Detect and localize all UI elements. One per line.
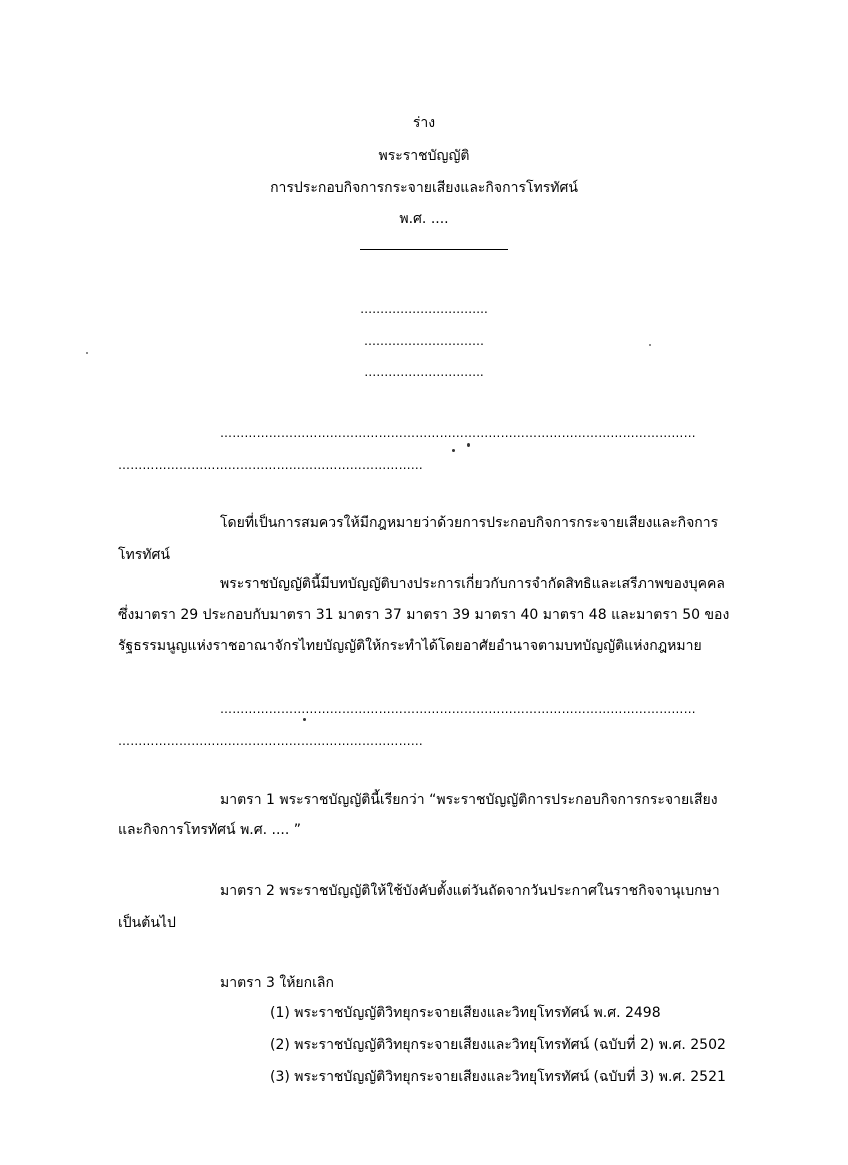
act-type: พระราชบัญญัติ (378, 148, 470, 164)
rights-line-1: พระราชบัญญัตินี้มีบทบัญญัติบางประการเกี่ยวกับการจำกัดสิทธิและเสรีภาพของบุคคล (220, 576, 725, 592)
signature-dots-1: ………………………….. (360, 302, 488, 316)
section-1-line-2: และกิจการโทรทัศน์ พ.ศ. .... ” (118, 822, 302, 838)
preamble-dots-line-2: ………………………………………………………………… (118, 458, 423, 472)
signature-dots-3: …………………….….. (364, 365, 484, 379)
signature-dots-2: ………………………… (364, 334, 484, 348)
draft-label: ร่าง (412, 115, 436, 131)
whereas-line-1: โดยที่เป็นการสมควรให้มีกฎหมายว่าด้วยการประกอบกิจการกระจายเสียงและกิจการ (220, 515, 719, 531)
scan-speck (649, 344, 651, 346)
enact-dots-line-2: ………………………………………………………………… (118, 734, 423, 748)
scan-speck (452, 449, 455, 452)
act-year: พ.ศ. .... (399, 211, 449, 227)
enact-dots-line-1: ……………………………………………………………………………………………………… (220, 702, 696, 716)
header-rule (360, 249, 508, 250)
section-3-item-3: (3) พระราชบัญญัติวิทยุกระจายเสียงและวิทยุโทรทัศน์ (ฉบับที่ 3) พ.ศ. 2521 (270, 1069, 726, 1085)
section-2-line-1: มาตรา 2 พระราชบัญญัติให้ใช้บังคับตั้งแต่วันถัดจากวันประกาศในราชกิจจานุเบกษา (220, 883, 720, 899)
rights-line-3: รัฐธรรมนูญแห่งราชอาณาจักรไทยบัญญัติให้กระทำได้โดยอาศัยอำนาจตามบทบัญญัติแห่งกฎหมาย (118, 638, 702, 654)
act-title: การประกอบกิจการกระจายเสียงและกิจการโทรทัศน์ (270, 180, 578, 196)
rights-line-2: ซึ่งมาตรา 29 ประกอบกับมาตรา 31 มาตรา 37 มาตรา 39 มาตรา 40 มาตรา 48 และมาตรา 50 ของ (118, 607, 730, 623)
scan-speck (86, 352, 88, 354)
section-3-item-2: (2) พระราชบัญญัติวิทยุกระจายเสียงและวิทยุโทรทัศน์ (ฉบับที่ 2) พ.ศ. 2502 (270, 1037, 726, 1053)
section-3-line-1: มาตรา 3 ให้ยกเลิก (220, 975, 334, 991)
section-3-item-1: (1) พระราชบัญญัติวิทยุกระจายเสียงและวิทยุโทรทัศน์ พ.ศ. 2498 (270, 1005, 661, 1021)
section-2-line-2: เป็นต้นไป (118, 915, 176, 931)
whereas-line-2: โทรทัศน์ (118, 547, 170, 563)
preamble-dots-line-1: ……………………………………………………………………………………………………… (220, 426, 696, 440)
scan-speck (467, 443, 470, 447)
section-1-line-1: มาตรา 1 พระราชบัญญัตินี้เรียกว่า “พระราชบัญญัติการประกอบกิจการกระจายเสียง (220, 792, 718, 808)
scan-speck (303, 718, 306, 721)
